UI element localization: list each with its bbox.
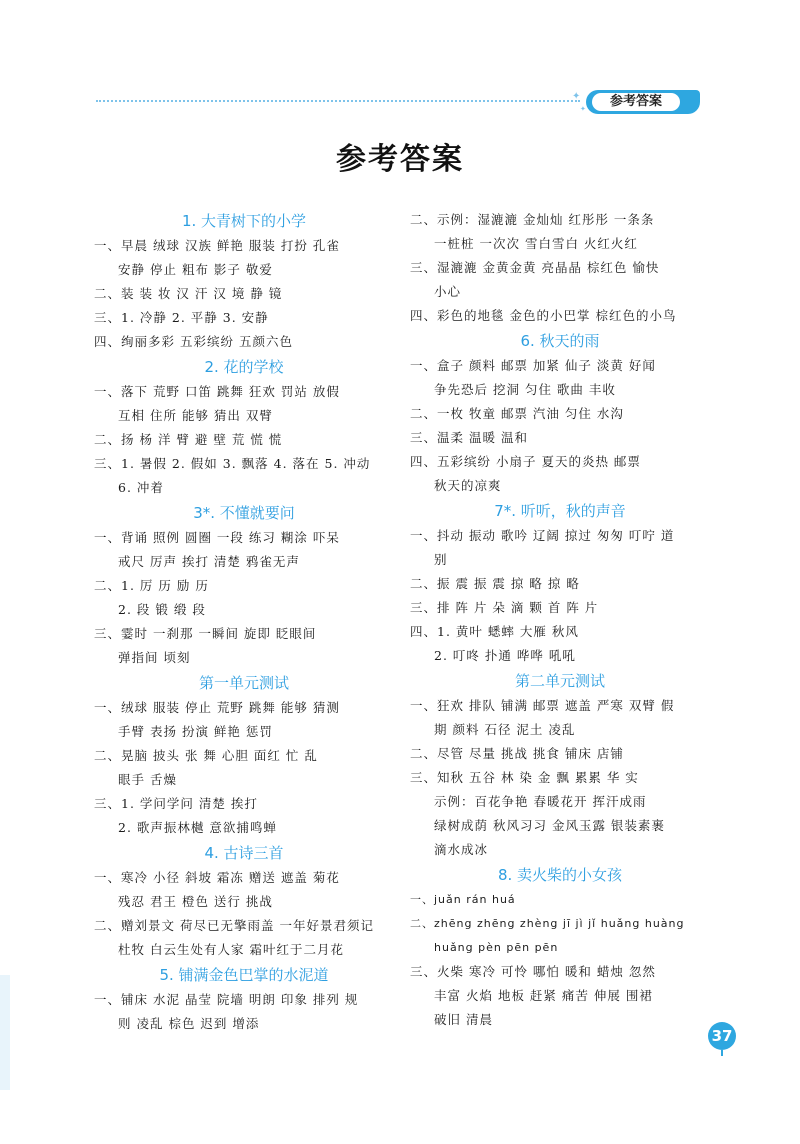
answer-line: 四、彩色的地毯 金色的小巴掌 棕红色的小鸟 [410,308,677,323]
answer-line: 二、晃脑 披头 张 舞 心胆 面红 忙 乱 [94,748,318,763]
answer-line: 则 凌乱 棕色 迟到 增添 [118,1016,260,1031]
page-number-tick [721,1050,723,1056]
answer-line: 小心 [434,284,462,299]
answer-line: 三、1. 暑假 2. 假如 3. 飘落 4. 落在 5. 冲动 [94,456,371,471]
answer-line: 四、绚丽多彩 五彩缤纷 五颜六色 [94,334,293,349]
answer-line: 二、扬 杨 洋 臂 避 壁 荒 慌 慌 [94,432,283,447]
answer-line: 争先恐后 挖洞 匀住 歌曲 丰收 [434,382,616,397]
answer-line: 秋天的凉爽 [434,478,502,493]
right-column [410,208,710,1032]
answer-line: huǎng pèn pēn pēn [434,941,559,954]
answer-line: 二、赠刘景文 荷尽已无擎雨盖 一年好景君须记 [94,918,374,933]
answer-line: 二、尽管 尽量 挑战 挑食 铺床 店铺 [410,746,624,761]
page-title: 参考答案 [336,142,464,177]
section-title: 3*. 不懂就要问 [193,504,295,522]
answer-line: 手臂 表扬 扮演 鲜艳 惩罚 [118,724,273,739]
answer-line: 一、落下 荒野 口笛 跳舞 狂欢 罚站 放假 [94,384,340,399]
section-title: 5. 铺满金色巴掌的水泥道 [159,966,329,984]
header-tab [586,90,700,114]
answer-line: 残忍 君王 橙色 送行 挑战 [118,894,273,909]
answer-line: 三、霎时 一刹那 一瞬间 旋即 眨眼间 [94,626,317,641]
section-title: 1. 大青树下的小学 [181,212,307,230]
answer-line: 一、狂欢 排队 铺满 邮票 遮盖 严寒 双臂 假 [410,698,675,713]
answer-line: 一、铺床 水泥 晶莹 院墙 明朗 印象 排列 规 [94,992,359,1007]
section-title: 7*. 听听，秋的声音 [494,502,626,520]
answer-line: 二、振 震 振 震 掠 略 掠 略 [410,576,580,591]
answer-line: 二、装 装 妆 汉 汗 汉 境 静 镜 [94,286,283,301]
answer-line: 杜牧 白云生处有人家 霜叶红于二月花 [118,942,344,957]
answer-line: 一、背诵 照例 圆圈 一段 练习 糊涂 吓呆 [94,530,340,545]
section-title: 6. 秋天的雨 [520,332,600,350]
answer-line: 三、知秋 五谷 林 染 金 飘 累累 华 实 [410,770,639,785]
answer-line: 二、一枚 牧童 邮票 汽油 匀住 水沟 [410,406,624,421]
answer-line: 破旧 清晨 [434,1012,493,1027]
answer-line: 绿树成荫 秋风习习 金风玉露 银装素裹 [434,818,665,833]
answer-line: 一、早晨 绒球 汉族 鲜艳 服装 打扮 孔雀 [94,238,340,253]
answer-line: 四、1. 黄叶 蟋蟀 大雁 秋风 [410,624,579,639]
answer-line: 二、1. 厉 历 励 历 [94,578,209,593]
section-title: 8. 卖火柴的小女孩 [497,866,623,884]
answer-line: 别 [434,552,448,567]
answer-line: 三、1. 学问学问 清楚 挨打 [94,796,258,811]
answer-line: 期 颜料 石径 泥土 凌乱 [434,722,576,737]
answer-line: 一、盒子 颜料 邮票 加紧 仙子 淡黄 好闻 [410,358,656,373]
answer-line: 互相 住所 能够 猜出 双臂 [118,408,273,423]
section-title: 4. 古诗三首 [204,844,284,862]
answer-line: 6. 冲着 [118,480,164,495]
edge-strip [0,975,10,1090]
header-dotted-line [96,100,580,102]
section-title: 第一单元测试 [198,674,289,692]
answer-line: 2. 歌声振林樾 意欲捕鸣蝉 [118,820,277,835]
page-number: 37 [708,1022,736,1050]
answer-line: 三、火柴 寒冷 可怜 哪怕 暖和 蜡烛 忽然 [410,964,656,979]
section-title: 2. 花的学校 [204,358,284,376]
answer-line: 三、1. 冷静 2. 平静 3. 安静 [94,310,269,325]
answer-line: 一桩桩 一次次 雪白雪白 火红火红 [434,236,638,251]
answer-line: 一、抖动 振动 歌吟 辽阔 掠过 匆匆 叮咛 道 [410,528,675,543]
answer-line: 安静 停止 粗布 影子 敬爱 [118,262,273,277]
answer-line: 四、五彩缤纷 小扇子 夏天的炎热 邮票 [410,454,641,469]
sparkle-icon: ✦ [580,105,586,113]
answer-line: 示例：百花争艳 春暖花开 挥汗成雨 [434,794,647,809]
answer-line: 一、寒冷 小径 斜坡 霜冻 赠送 遮盖 菊花 [94,870,340,885]
answer-line: 滴水成冰 [434,842,489,857]
answer-line: 弹指间 顷刻 [118,650,191,665]
answer-line: 二、zhēng zhēng zhèng jī jì jǐ huǎng huàng [410,917,685,930]
answer-line: 一、juǎn rán huá [410,893,516,906]
header-tab-label: 参考答案 [592,93,680,111]
left-column [94,208,394,1036]
answer-line: 三、湿漉漉 金黄金黄 亮晶晶 棕红色 愉快 [410,260,660,275]
answer-line: 2. 段 锻 缎 段 [118,602,206,617]
answer-line: 眼手 舌燥 [118,772,177,787]
sparkle-icon: ✦ [572,91,581,102]
answer-line: 戒尺 厉声 挨打 清楚 鸦雀无声 [118,554,300,569]
answer-line: 三、排 阵 片 朵 滴 颗 首 阵 片 [410,600,599,615]
answer-line: 2. 叮咚 扑通 哗哗 吼吼 [434,648,576,663]
answer-line: 二、示例：湿漉漉 金灿灿 红彤彤 一条条 [410,212,655,227]
section-title: 第二单元测试 [514,672,605,690]
answer-line: 三、温柔 温暖 温和 [410,430,528,445]
answer-line: 一、绒球 服装 停止 荒野 跳舞 能够 猜测 [94,700,340,715]
answer-line: 丰富 火焰 地板 赶紧 痛苦 伸展 围裙 [434,988,653,1003]
